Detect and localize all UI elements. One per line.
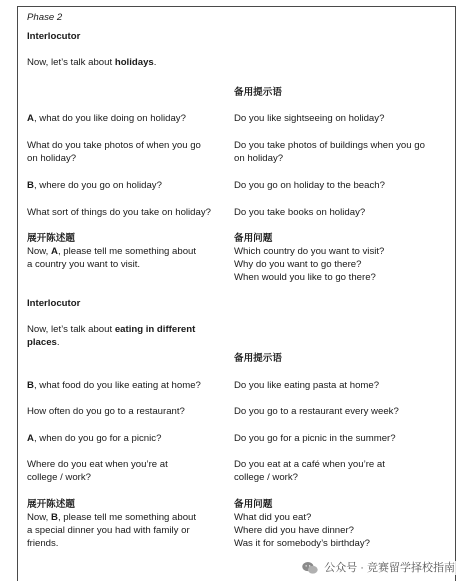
backup-questions-1-item: When would you like to go there? <box>234 272 376 283</box>
topic-intro-1: Now, let’s talk about holidays. <box>27 57 157 68</box>
question-2c: A, when do you go for a picnic? <box>27 433 162 444</box>
backup-questions-header-2: 备用问题 <box>234 499 273 510</box>
question-2d-line2: college / work? <box>27 472 91 483</box>
question-1d: What sort of things do you take on holiday? <box>27 207 211 218</box>
watermark <box>299 561 457 575</box>
wechat-icon <box>301 561 319 575</box>
topic-intro-2-line1: Now, let’s talk about eating in different <box>27 324 196 335</box>
extended-response-2-line1: Now, B, please tell me something about <box>27 512 197 523</box>
backup-prompts-header-2: 备用提示语 <box>234 353 282 364</box>
backup-questions-1-item: Which country do you want to visit? <box>234 246 385 257</box>
backup-questions-1-item: Why do you want to go there? <box>234 259 362 270</box>
backup-question-1a: Do you like sightseeing on holiday? <box>234 113 385 124</box>
backup-questions-2-item: What did you eat? <box>234 512 312 523</box>
backup-question-2a: Do you like eating pasta at home? <box>234 380 380 391</box>
backup-questions-header-1: 备用问题 <box>234 233 273 244</box>
backup-question-2d-line2: college / work? <box>234 472 298 483</box>
question-1b-line2: on holiday? <box>27 153 77 164</box>
backup-questions-2-item: Was it for somebody’s birthday? <box>234 538 370 549</box>
extended-response-1-line1: Now, A, please tell me something about <box>27 246 197 257</box>
question-2b: How often do you go to a restaurant? <box>27 406 185 417</box>
backup-question-1c: Do you go on holiday to the beach? <box>234 180 385 191</box>
backup-question-2b: Do you go to a restaurant every week? <box>234 406 399 417</box>
question-1a: A, what do you like doing on holiday? <box>27 113 186 124</box>
extended-response-2-line2: a special dinner you had with family or <box>27 525 190 536</box>
backup-question-1b-line2: on holiday? <box>234 153 284 164</box>
question-2d-line1: Where do you eat when you’re at <box>27 459 168 470</box>
backup-prompts-header-1: 备用提示语 <box>234 87 282 98</box>
interlocutor-heading-2: Interlocutor <box>27 298 81 309</box>
topic-intro-2-line2: places. <box>27 337 60 348</box>
extended-response-header-2: 展开陈述题 <box>27 499 75 510</box>
backup-questions-2-item: Where did you have dinner? <box>234 525 354 536</box>
watermark-text: 公众号 · 竞赛留学择校指南 <box>324 561 455 574</box>
backup-question-2d-line1: Do you eat at a café when you’re at <box>234 459 385 470</box>
backup-question-1b-line1: Do you take photos of buildings when you go <box>234 140 425 151</box>
backup-question-1d: Do you take books on holiday? <box>234 207 366 218</box>
extended-response-2-line3: friends. <box>27 538 59 549</box>
question-2a: B, what food do you like eating at home? <box>27 380 201 391</box>
phase-label: Phase 2 <box>27 12 63 23</box>
backup-question-2c: Do you go for a picnic in the summer? <box>234 433 396 444</box>
question-1b-line1: What do you take photos of when you go <box>27 140 201 151</box>
extended-response-header-1: 展开陈述题 <box>27 233 75 244</box>
question-1c: B, where do you go on holiday? <box>27 180 162 191</box>
interlocutor-heading-1: Interlocutor <box>27 31 81 42</box>
extended-response-1-line2: a country you want to visit. <box>27 259 141 270</box>
